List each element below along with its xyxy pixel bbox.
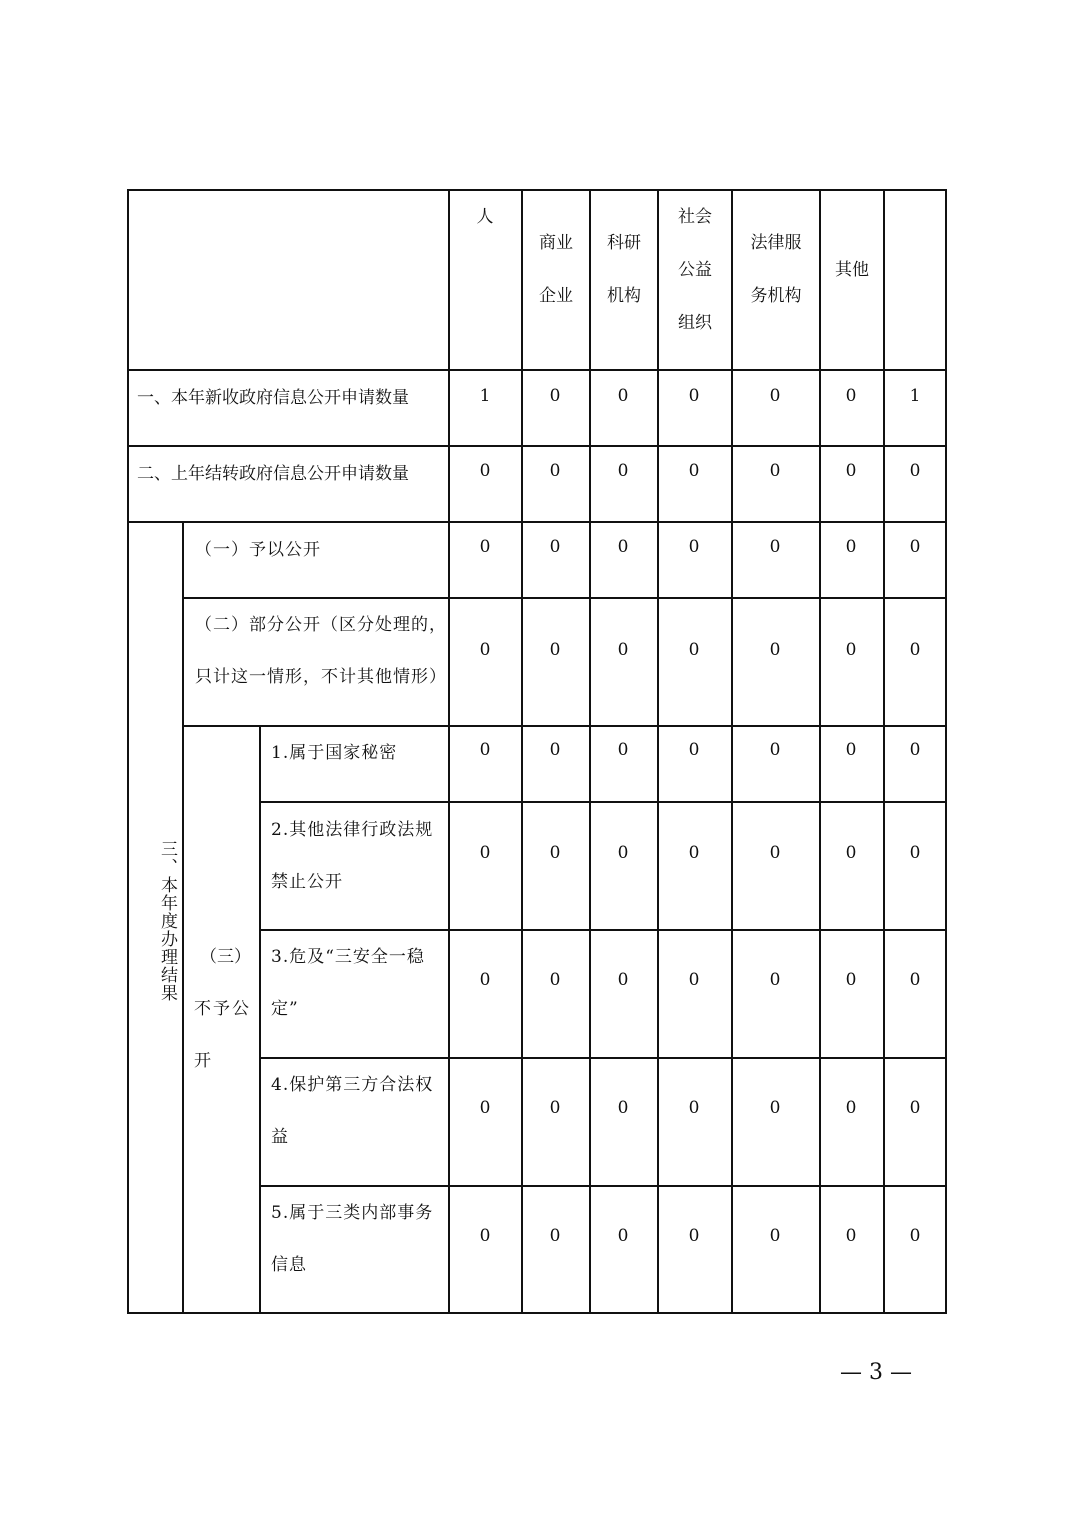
table-grid-line — [521, 189, 523, 1314]
value-cell: 0 — [617, 640, 629, 660]
subsection-not-disclosed-line2: 不予公 — [194, 999, 251, 1019]
value-cell: 0 — [549, 461, 561, 481]
value-cell: 0 — [909, 461, 921, 481]
value-cell: 0 — [909, 640, 921, 660]
header-col-public-welfare-line2: 公益 — [678, 260, 712, 280]
value-cell: 0 — [549, 970, 561, 990]
value-cell: 0 — [688, 640, 700, 660]
table-grid-line — [589, 189, 591, 1314]
value-cell: 0 — [617, 461, 629, 481]
value-cell: 0 — [479, 843, 491, 863]
value-cell: 0 — [479, 1226, 491, 1246]
value-cell: 0 — [769, 640, 781, 660]
value-cell: 0 — [909, 740, 921, 760]
table-grid-line — [259, 801, 947, 803]
value-cell: 0 — [479, 1098, 491, 1118]
table-grid-line — [731, 189, 733, 1314]
row-label-state-secret: 1.属于国家秘密 — [271, 743, 398, 763]
section-label-results: 三、本年度办理结果 — [157, 840, 177, 1002]
value-cell: 0 — [845, 843, 857, 863]
row-label-carried-over: 二、上年结转政府信息公开申请数量 — [137, 464, 409, 484]
value-cell: 0 — [617, 970, 629, 990]
subsection-not-disclosed-line1: （三） — [200, 947, 251, 967]
header-col-other: 其他 — [835, 260, 869, 280]
table-grid-line — [182, 521, 184, 1314]
value-cell: 0 — [845, 740, 857, 760]
value-cell: 0 — [769, 970, 781, 990]
value-cell: 0 — [549, 1098, 561, 1118]
value-cell: 0 — [688, 537, 700, 557]
table-grid-line — [657, 189, 659, 1314]
value-cell: 0 — [479, 970, 491, 990]
value-cell: 0 — [769, 461, 781, 481]
value-cell: 0 — [479, 461, 491, 481]
value-cell: 0 — [845, 1098, 857, 1118]
value-cell: 0 — [688, 461, 700, 481]
header-col-legal-line1: 法律服 — [750, 233, 802, 253]
value-cell: 0 — [769, 843, 781, 863]
page-number: — 3 — — [840, 1360, 912, 1385]
row-label-new-applications: 一、本年新收政府信息公开申请数量 — [137, 388, 409, 408]
table-grid-line — [259, 929, 947, 931]
value-cell: 0 — [688, 1226, 700, 1246]
value-cell: 0 — [617, 537, 629, 557]
table-grid-line — [182, 725, 947, 727]
value-cell: 0 — [909, 843, 921, 863]
table-grid-line — [259, 1057, 947, 1059]
value-cell: 0 — [909, 537, 921, 557]
value-cell: 0 — [617, 740, 629, 760]
value-cell: 1 — [909, 386, 921, 406]
value-cell: 0 — [549, 740, 561, 760]
value-cell: 0 — [549, 537, 561, 557]
value-cell: 0 — [909, 1226, 921, 1246]
table-grid-line — [127, 521, 947, 523]
value-cell: 0 — [909, 970, 921, 990]
value-cell: 0 — [479, 640, 491, 660]
header-col-business-line1: 商业 — [539, 233, 573, 253]
value-cell: 0 — [769, 537, 781, 557]
value-cell: 0 — [845, 461, 857, 481]
header-col-research-line1: 科研 — [607, 233, 641, 253]
value-cell: 0 — [769, 386, 781, 406]
value-cell: 0 — [688, 970, 700, 990]
header-col-business-line2: 企业 — [539, 286, 573, 306]
row-label-prohibited-line2: 禁止公开 — [271, 872, 343, 892]
value-cell: 0 — [769, 1226, 781, 1246]
value-cell: 0 — [617, 1098, 629, 1118]
header-col-public-welfare-line3: 组织 — [678, 313, 712, 333]
value-cell: 0 — [845, 970, 857, 990]
header-col-research-line2: 机构 — [607, 286, 641, 306]
table-grid-line — [259, 1185, 947, 1187]
table-grid-line — [182, 597, 947, 599]
table-grid-line — [127, 369, 947, 371]
value-cell: 0 — [479, 537, 491, 557]
value-cell: 0 — [845, 386, 857, 406]
row-label-internal-affairs-line2: 信息 — [271, 1255, 307, 1275]
value-cell: 0 — [909, 1098, 921, 1118]
value-cell: 0 — [549, 386, 561, 406]
value-cell: 0 — [549, 843, 561, 863]
value-cell: 0 — [769, 1098, 781, 1118]
value-cell: 0 — [549, 1226, 561, 1246]
row-label-security-stability-line2: 定” — [271, 999, 299, 1019]
value-cell: 0 — [845, 640, 857, 660]
table-grid-line — [259, 725, 261, 1314]
row-label-prohibited-line1: 2.其他法律行政法规 — [271, 820, 434, 840]
row-label-third-party-line2: 益 — [271, 1127, 289, 1147]
value-cell: 0 — [845, 537, 857, 557]
value-cell: 0 — [688, 386, 700, 406]
row-label-partially-disclosed-line2: 只计这一情形，不计其他情形） — [195, 667, 447, 687]
subsection-not-disclosed-line3: 开 — [194, 1051, 211, 1071]
row-label-internal-affairs-line1: 5.属于三类内部事务 — [271, 1203, 434, 1223]
row-label-partially-disclosed-line1: （二）部分公开（区分处理的， — [195, 615, 447, 635]
value-cell: 0 — [688, 1098, 700, 1118]
table-grid-line — [448, 189, 450, 1314]
header-col-public-welfare-line1: 社会 — [678, 207, 712, 227]
header-col-legal-line2: 务机构 — [750, 286, 802, 306]
value-cell: 1 — [479, 386, 491, 406]
value-cell: 0 — [769, 740, 781, 760]
row-label-disclosed: （一）予以公开 — [195, 540, 321, 560]
table-grid-line — [127, 445, 947, 447]
row-label-security-stability-line1: 3.危及“三安全一稳 — [271, 947, 425, 967]
value-cell: 0 — [617, 843, 629, 863]
row-label-third-party-line1: 4.保护第三方合法权 — [271, 1075, 434, 1095]
value-cell: 0 — [479, 740, 491, 760]
header-col-natural-person: 人 — [476, 207, 494, 227]
value-cell: 0 — [617, 386, 629, 406]
value-cell: 0 — [549, 640, 561, 660]
value-cell: 0 — [688, 843, 700, 863]
value-cell: 0 — [688, 740, 700, 760]
value-cell: 0 — [845, 1226, 857, 1246]
value-cell: 0 — [617, 1226, 629, 1246]
